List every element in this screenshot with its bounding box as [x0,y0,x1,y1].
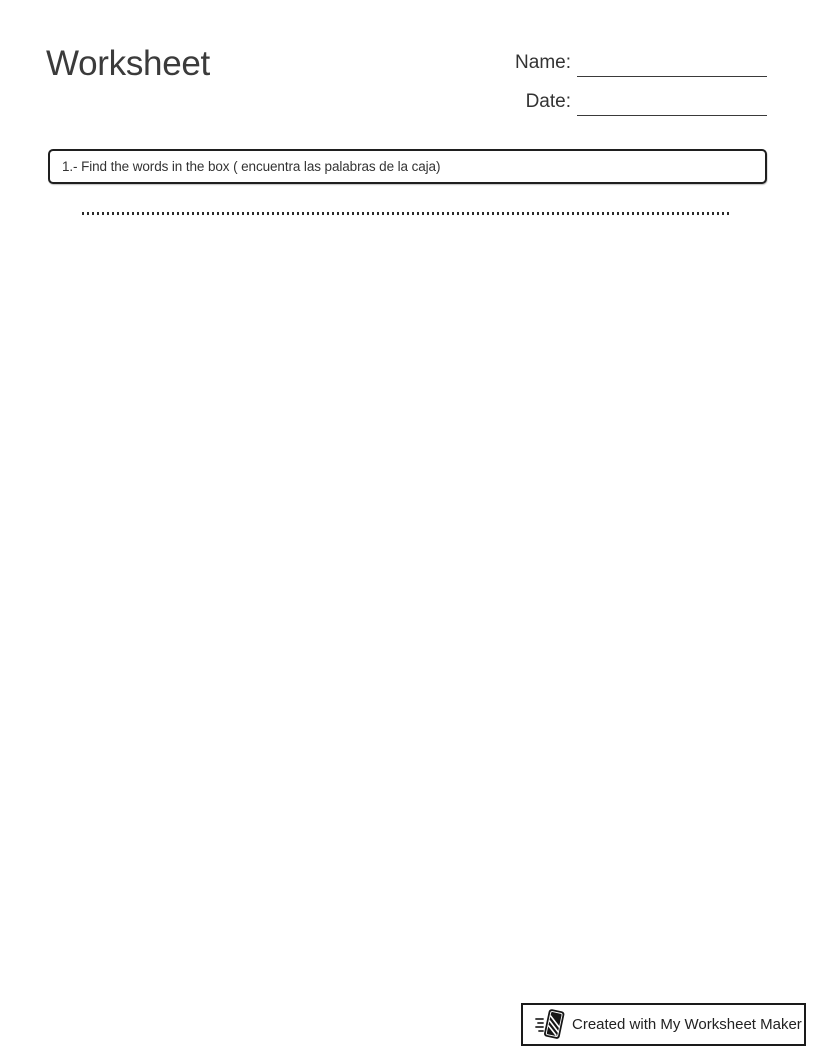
dotted-divider [82,212,732,215]
worksheet-maker-logo-icon [535,1008,565,1042]
name-blank-line [577,53,767,77]
date-field-row [526,90,767,116]
date-blank-line [577,92,767,116]
date-label: Date: [525,91,571,112]
name-field-row [515,51,767,77]
exercise-instruction-text: 1.- Find the words in the box ( encuentra las palabras de la caja) [62,159,441,174]
page-title: Worksheet [46,44,210,83]
exercise-instruction-box [48,149,767,184]
name-label: Name: [515,52,571,73]
footer-credit-badge [521,1003,806,1046]
footer-credit-text: Created with My Worksheet Maker [572,1016,802,1033]
